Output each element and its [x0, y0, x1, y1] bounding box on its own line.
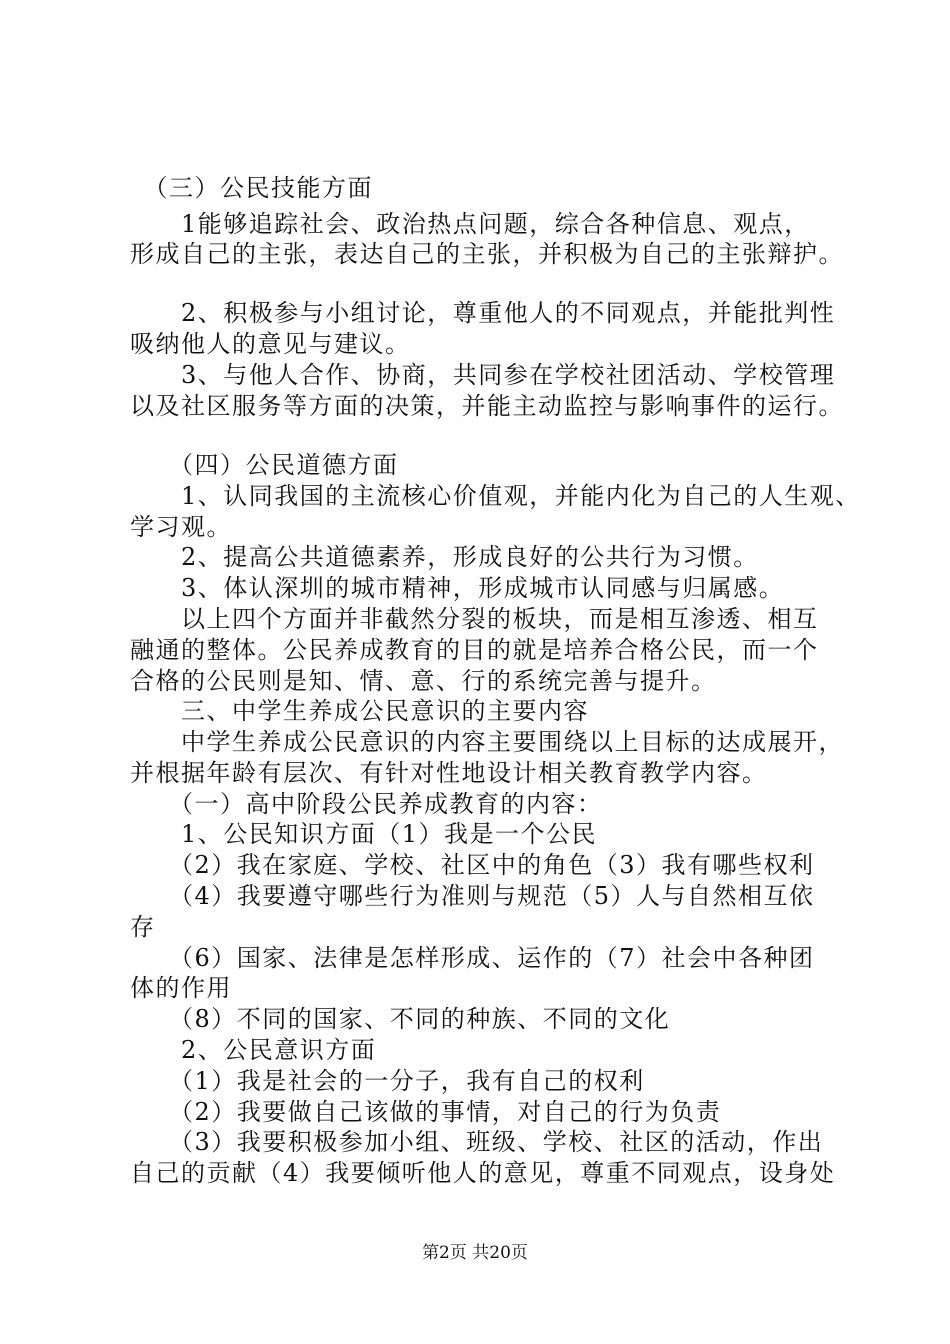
paragraph-line: 1能够追踪社会、政治热点问题，综合各种信息、观点， — [130, 210, 810, 238]
paragraph-line: 并根据年龄有层次、有针对性地设计相关教育教学内容。 — [130, 759, 768, 787]
section-heading: （一）高中阶段公民养成教育的内容： — [130, 790, 603, 818]
paragraph-line: 以上四个方面并非截然分裂的板块，而是相互渗透、相互 — [130, 605, 819, 633]
paragraph-line: 中学生养成公民意识的内容主要围绕以上目标的达成展开， — [130, 728, 844, 756]
paragraph-line: （2）我在家庭、学校、社区中的角色（3）我有哪些权利 — [130, 851, 815, 879]
paragraph-line: 2、积极参与小组讨论，尊重他人的不同观点，并能批判性 — [130, 299, 836, 327]
page-number-footer: 第2页 共20页 — [422, 1243, 528, 1263]
paragraph-line: 以及社区服务等方面的决策，并能主动监控与影响事件的运行。 — [130, 392, 844, 420]
paragraph-line: 融通的整体。公民养成教育的目的就是培养合格公民，而一个 — [130, 636, 819, 664]
paragraph-line: 学习观。 — [130, 513, 232, 541]
paragraph-line: 1、公民知识方面（1）我是一个公民 — [130, 820, 598, 848]
paragraph-line: 自己的贡献（4）我要倾听他人的意见，尊重不同观点，设身处 — [130, 1159, 836, 1187]
paragraph-line: 1、认同我国的主流核心价值观，并能内化为自己的人生观、 — [130, 482, 861, 510]
paragraph-line: 体的作用 — [130, 974, 232, 1002]
paragraph-line: 3、与他人合作、协商，共同参在学校社团活动、学校管理 — [130, 361, 836, 389]
section-heading: （四）公民道德方面 — [130, 451, 399, 479]
paragraph-line: （4）我要遵守哪些行为准则与规范（5）人与自然相互依 — [130, 882, 815, 910]
paragraph-line: 合格的公民则是知、情、意、行的系统完善与提升。 — [130, 667, 717, 695]
paragraph-line: 形成自己的主张，表达自己的主张，并积极为自己的主张辩护。 — [130, 240, 844, 268]
paragraph-line: 3、体认深圳的城市精神，形成城市认同感与归属感。 — [130, 574, 785, 602]
section-heading: 2、公民意识方面 — [130, 1036, 377, 1064]
paragraph-line: （3）我要积极参加小组、班级、学校、社区的活动，作出 — [130, 1128, 824, 1156]
section-heading: （三）公民技能方面 — [130, 174, 373, 202]
paragraph-line: 2、提高公共道德素养，形成良好的公共行为习惯。 — [130, 543, 759, 571]
paragraph-line: （6）国家、法律是怎样形成、运作的（7）社会中各种团 — [130, 944, 815, 972]
paragraph-line: （8）不同的国家、不同的种族、不同的文化 — [130, 1005, 671, 1033]
paragraph-line: 吸纳他人的意见与建议。 — [130, 330, 411, 358]
paragraph-line: （2）我要做自己该做的事情，对自己的行为负责 — [130, 1098, 722, 1126]
paragraph-line: （1）我是社会的一分子，我有自己的权利 — [130, 1067, 645, 1095]
section-heading: 三、中学生养成公民意识的主要内容 — [130, 697, 589, 725]
paragraph-line: 存 — [130, 913, 156, 941]
